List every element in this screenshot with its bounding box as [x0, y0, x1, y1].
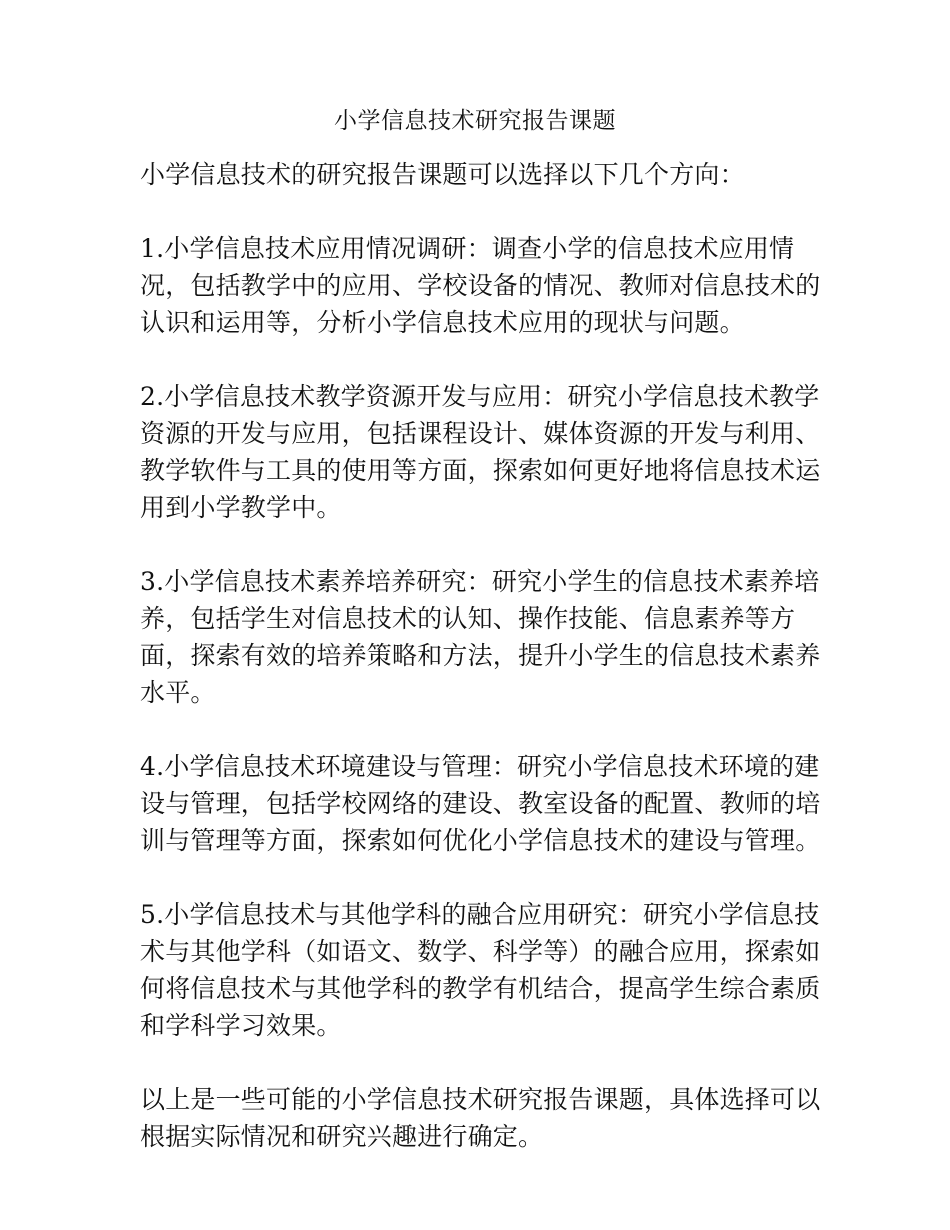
document-title: 小学信息技术研究报告课题 [334, 108, 616, 134]
topic-item-4: 4.小学信息技术环境建设与管理：研究小学信息技术环境的建设与管理，包括学校网络的建设、教室设备的配置、教师的培训与管理等方面，探索如何优化小学信息技术的建设与管理。 [140, 752, 821, 855]
intro-paragraph: 小学信息技术的研究报告课题可以选择以下几个方向： [140, 160, 745, 189]
topic-item-5: 5.小学信息技术与其他学科的融合应用研究：研究小学信息技术与其他学科（如语文、数学、科学等）的融合应用，探索如何将信息技术与其他学科的教学有机结合，提高学生综合素质和学科学习效果。 [140, 900, 821, 1040]
topic-item-2: 2.小学信息技术教学资源开发与应用：研究小学信息技术教学资源的开发与应用，包括课程设计、媒体资源的开发与利用、教学软件与工具的使用等方面，探索如何更好地将信息技术运用到小学教学中。 [140, 382, 821, 522]
document-body [140, 156, 830, 1192]
topic-item-3: 3.小学信息技术素养培养研究：研究小学生的信息技术素养培养，包括学生对信息技术的认知、操作技能、信息素养等方面，探索有效的培养策略和方法，提升小学生的信息技术素养水平。 [140, 567, 821, 707]
topic-item-1: 1.小学信息技术应用情况调研：调查小学的信息技术应用情况，包括教学中的应用、学校设备的情况、教师对信息技术的认识和运用等，分析小学信息技术应用的现状与问题。 [140, 234, 821, 337]
conclusion-paragraph: 以上是一些可能的小学信息技术研究报告课题，具体选择可以根据实际情况和研究兴趣进行确定。 [140, 1085, 821, 1151]
